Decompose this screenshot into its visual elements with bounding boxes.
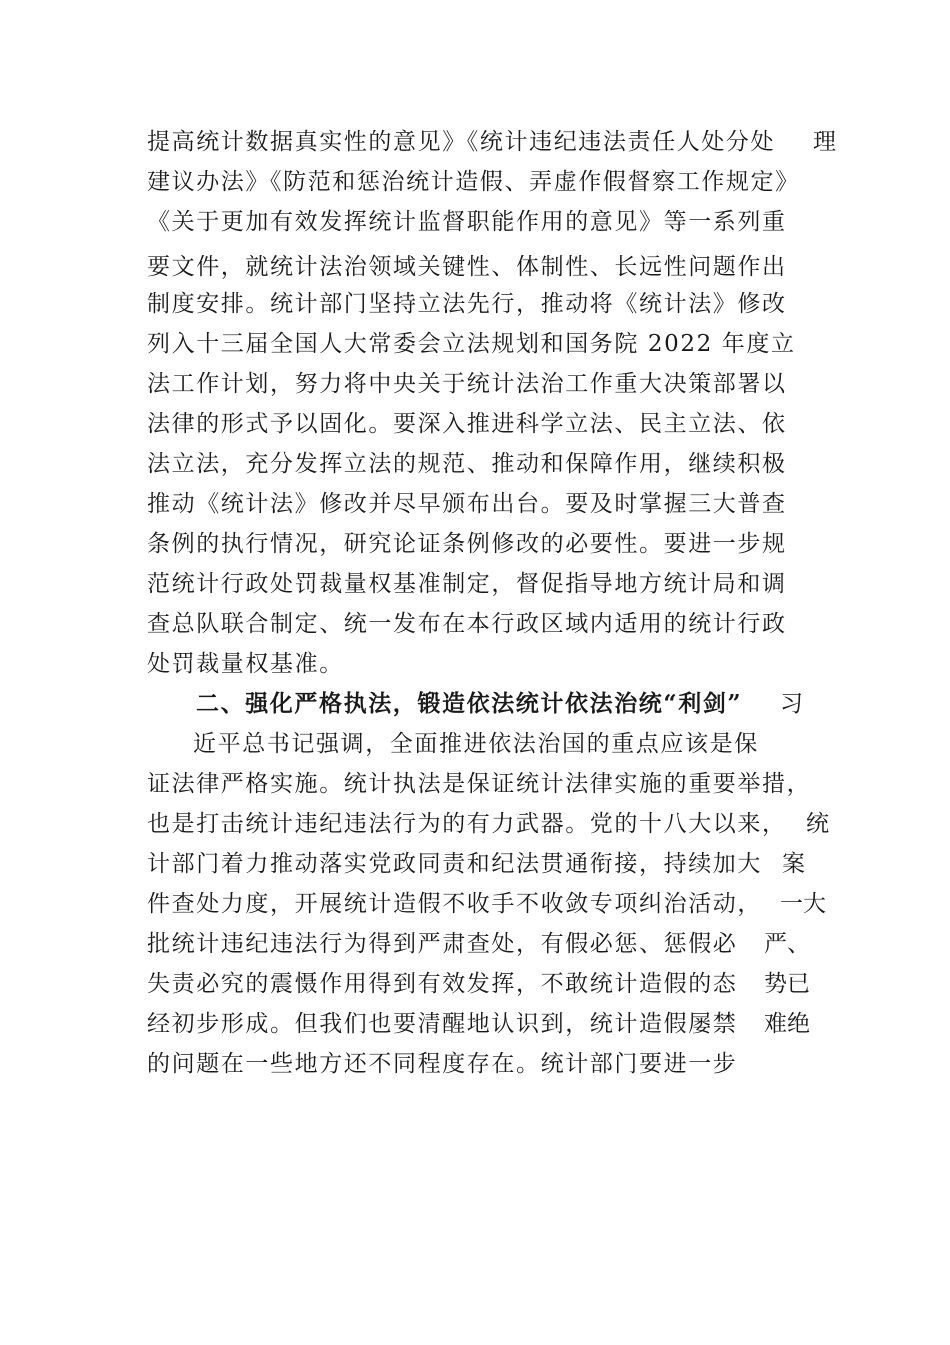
text-line-1: 提高统计数据真实性的意见》《统计违纪违法责任人处分处 <box>147 129 776 155</box>
para2-line-3: 也是打击统计违纪违法行为的有力武器。党的十八大以来， <box>147 811 787 837</box>
text-line-12: 范统计行政处罚裁量权基准制定，督促指导地方统计局和调 <box>147 571 787 597</box>
text-line-7: 法工作计划，努力将中央关于统计法治工作重大决策部署以 <box>147 371 787 397</box>
text-line-13: 查总队联合制定、统一发布在本行政区域内适用的统计行政 <box>147 611 787 637</box>
section-heading: 二、强化严格执法，锻造依法统计依法治统“利剑” <box>196 690 743 717</box>
text-line-11: 条例的执行情况，研究论证条例修改的必要性。要进一步规 <box>147 531 787 557</box>
section-heading-tail: 习 <box>780 691 803 717</box>
para2-line-1: 近平总书记强调，全面推进依法治国的重点应该是保 <box>193 731 759 757</box>
text-line-8: 法律的形式予以固化。要深入推进科学立法、民主立法、依 <box>147 411 787 437</box>
text-line-5: 制度安排。统计部门坚持立法先行，推动将《统计法》修改 <box>147 291 787 317</box>
para2-line-6: 批统计违纪违法行为得到严肃查处，有假必惩、惩假必 <box>147 931 738 957</box>
para2-line-2: 证法律严格实施。统计执法是保证统计法律实施的重要举措， <box>147 771 812 797</box>
para2-line-4-tail: 案 <box>782 851 805 877</box>
text-line-4: 要文件，就统计法治领域关键性、体制性、长远性问题作出 <box>147 254 787 280</box>
para2-line-6-tail: 严、 <box>764 931 810 957</box>
para2-line-9: 的问题在一些地方还不同程度存在。统计部门要进一步 <box>147 1051 738 1077</box>
para2-line-8-tail: 难绝 <box>764 1011 810 1037</box>
para2-line-7: 失责必究的震慑作用得到有效发挥，不敢统计造假的态 <box>147 971 738 997</box>
para2-line-5: 件查处力度，开展统计造假不收手不收敛专项纠治活动， <box>147 891 762 917</box>
text-line-14: 处罚裁量权基准。 <box>147 651 344 677</box>
para2-line-4: 计部门着力推动落实党政同责和纪法贯通衔接，持续加大 <box>147 851 762 877</box>
text-line-3: 《关于更加有效发挥统计监督职能作用的意见》等一系列重 <box>147 209 787 235</box>
para2-line-7-tail: 势已 <box>764 971 810 997</box>
text-line-9: 法立法，充分发挥立法的规范、推动和保障作用，继续积极 <box>147 451 787 477</box>
text-line-1-tail: 理 <box>813 129 836 155</box>
text-line-2: 建议办法》《防范和惩治统计造假、弄虚作假督察工作规定》 <box>147 169 800 195</box>
para2-line-5-tail: 一大 <box>780 891 826 917</box>
para2-line-3-tail: 统 <box>806 811 829 837</box>
para2-line-8: 经初步形成。但我们也要清醒地认识到，统计造假屡禁 <box>147 1011 738 1037</box>
text-line-10: 推动《统计法》修改并尽早颁布出台。要及时掌握三大普查 <box>147 491 787 517</box>
text-line-6: 列入十三届全国人大常委会立法规划和国务院 2022 年度立 <box>147 331 796 357</box>
